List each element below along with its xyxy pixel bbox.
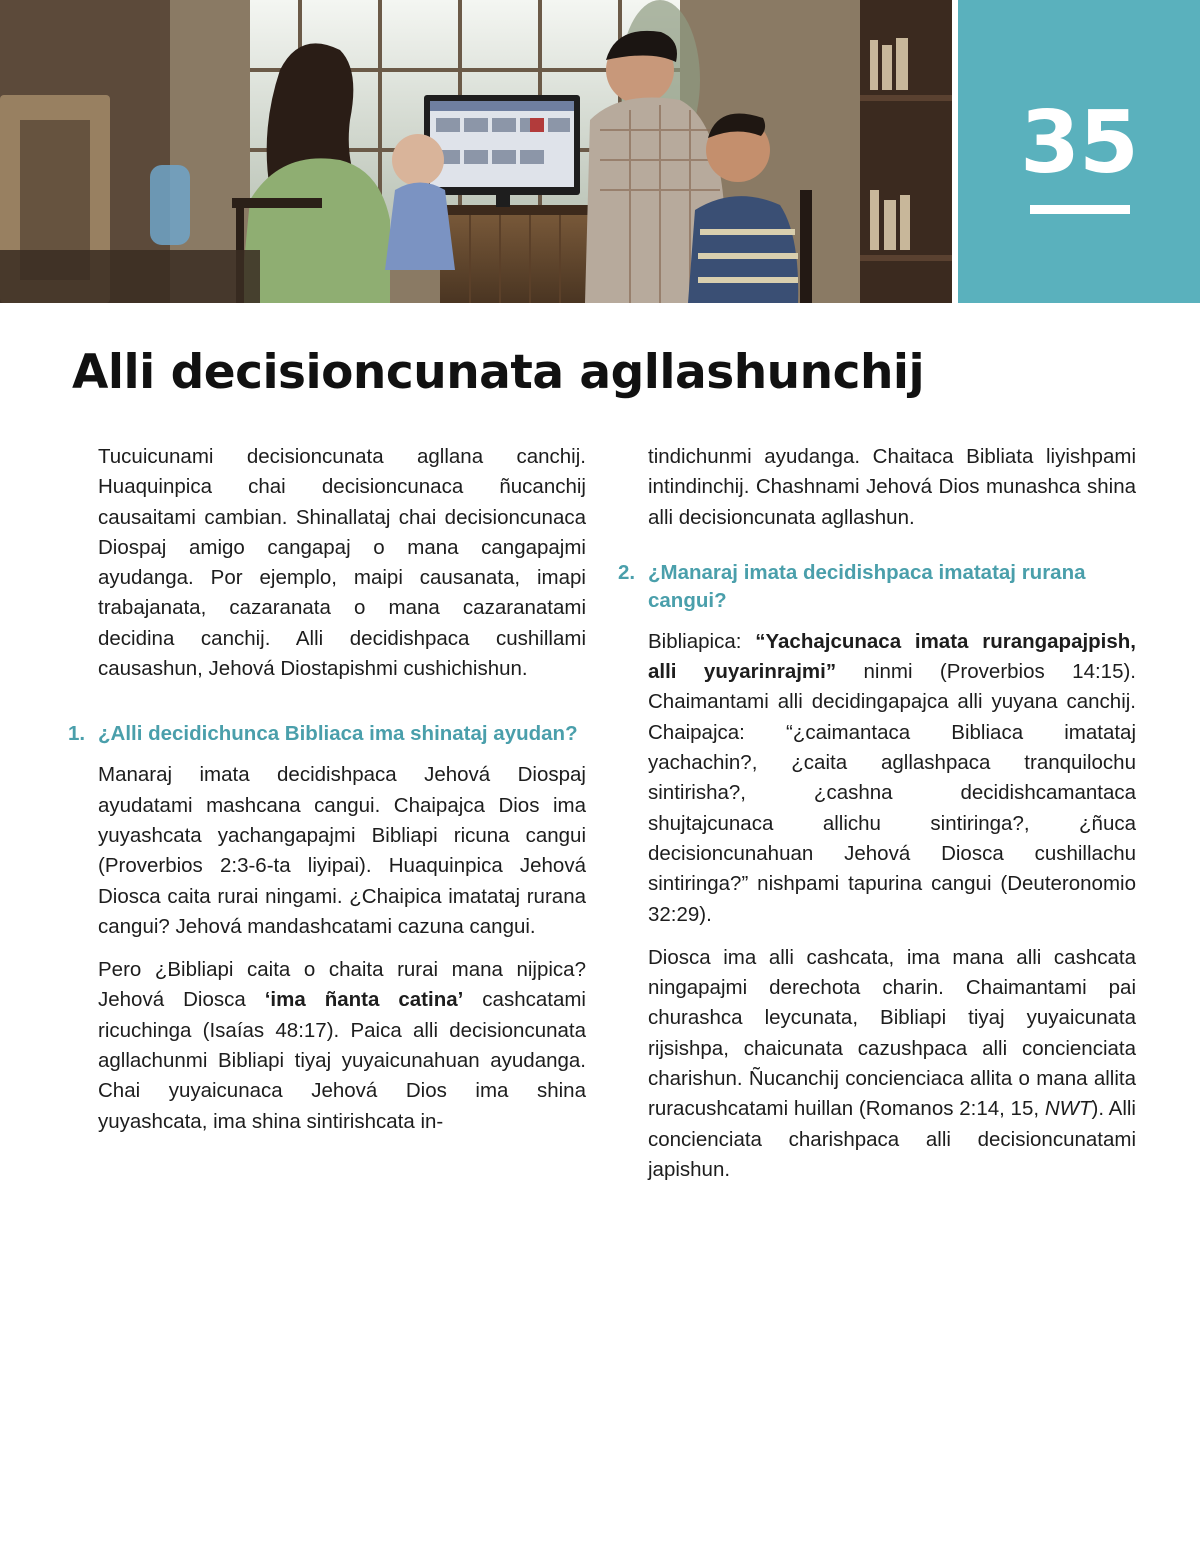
family-at-computer-illustration: [0, 0, 952, 303]
section-2-paragraph-1-quote: “Yachajcunaca imata rurangapajpish, alli yuyarinrajmi”: [648, 629, 1136, 684]
section-1-paragraph-2-end: cashcatami ricuchinga (Isaías 48:17). Paica alli decisioncunata agllachunmi Bibliapi tiyaj yuyaicunahuan ayudanga. Chai yuyaicunaca Jehová Dios ima shina yuyashcata, ima shina sintirishcata in-: [98, 988, 586, 1133]
section-2-paragraph-1: [648, 627, 1136, 930]
section-1-paragraph-2-start: Pero ¿Bibliapi caita o chaita rurai mana nijpica? Jehová Diosca: [98, 958, 586, 1012]
question-1: [68, 720, 586, 748]
header-photo: [0, 0, 952, 303]
intro-paragraph: Tucuicunami decisioncunata agllana canchij. Huaquinpica chai decisioncunaca ñucanchij causaitami cambian. Shinallataj chai decisioncunaca Diospaj amigo cangapaj o mana cangapajmi ayudanga. Por ejemplo, maipi causanata, imapi trabajanata, cazaranata o mana cazaranatami decidina canchij. Alli decidishpaca cushillami causashun, Jehová Diostapishmi cushichishun.: [98, 445, 586, 681]
question-2-text: ¿Manaraj imata decidishpaca imatataj rurana cangui?: [648, 560, 1086, 612]
section-2-paragraph-2-start: Diosca ima alli cashcata, ima mana alli cashcata ningapajmi derechota charin. Chaimantami pai churashca leycunata, Bibliapi tiyaj yuyaicunata rijsishpa, chaicunata cazushpaca alli concienciata charishun. Ñucanchij concienciaca allita o mana allita ruracushcatami huillan (Romanos 2:14, 15,: [648, 945, 1136, 1121]
question-1-text: ¿Alli decidichunca Bibliaca ima shinataj ayudan?: [98, 722, 578, 746]
lesson-number-tab: [958, 0, 1200, 303]
left-column: [68, 442, 586, 1150]
right-column: [618, 442, 1136, 1198]
question-2: [618, 559, 1136, 615]
section-2-paragraph-2-italic: NWT: [1044, 1097, 1092, 1121]
question-2-number: 2.: [618, 560, 636, 584]
lesson-number: 35: [1020, 93, 1138, 193]
section-1-paragraph-2-continued: tindichunmi ayudanga. Chaitaca Bibliata liyishpami intindinchij. Chashnami Jehová Dios munashca shina alli decisioncunata agllashun.: [648, 445, 1136, 529]
section-2-paragraph-2-end: ). Alli concienciata charishpaca alli decisioncunatami japishun.: [648, 1097, 1136, 1181]
section-1-paragraph-2-quote: ‘ima ñanta catina’: [264, 988, 464, 1012]
section-2-paragraph-1-start: Bibliapica:: [648, 629, 756, 653]
page-title: Alli decisioncunata agllashunchij: [72, 345, 925, 400]
question-1-number: 1.: [68, 722, 86, 746]
lesson-number-underline: [1030, 205, 1130, 214]
section-2-paragraph-1-end: ninmi (Proverbios 14:15). Chaimantami alli decidingapajca alli yuyana canchij. Chaipajca: “¿caimantaca Bibliaca imatataj yachachin?, ¿caita agllashpaca tranquilochu sintirisha?, ¿cashna decidishcamantaca shujtajcunaca allichu sintiringa?, ¿ñuca decisioncunahuan Jehová Diosca cushillachu sintiringa?” nishpami tapurina cangui (Deuteronomio 32:29).: [648, 660, 1136, 926]
section-2-paragraph-2: [648, 943, 1136, 1185]
section-1-paragraph-2: [98, 955, 586, 1137]
section-1-paragraph-1: Manaraj imata decidishpaca Jehová Diospaj ayudatami mashcana cangui. Chaipajca Dios ima yuyashcata yachangapajmi Bibliapi ricuna cangui (Proverbios 2:3-6-ta liyipai). Huaquinpica Jehová Diosca caita rurai ningami. ¿Chaipica imatataj rurana cangui? Jehová mandashcatami cazuna cangui.: [98, 763, 586, 938]
